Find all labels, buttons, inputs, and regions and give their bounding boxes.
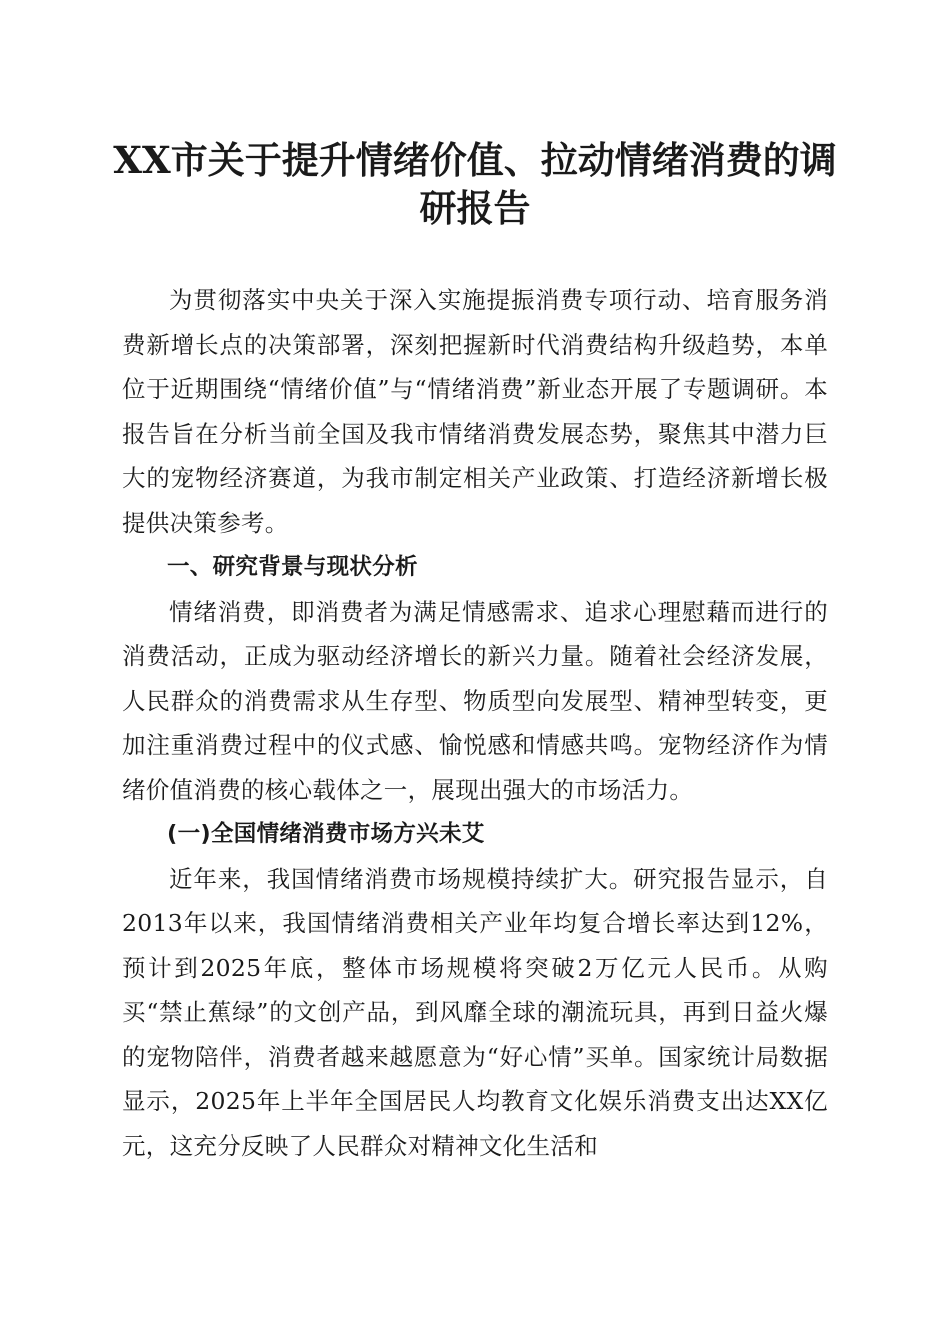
document-body xyxy=(122,278,828,1168)
section-paragraph: 情绪消费，即消费者为满足情感需求、追求心理慰藉而进行的消费活动，正成为驱动经济增长的新兴力量。随着社会经济发展，人民群众的消费需求从生存型、物质型向发展型、精神型转变，更加注重消费过程中的仪式感、愉悦感和情感共鸣。宠物经济作为情绪价值消费的核心载体之一，展现出强大的市场活力。 xyxy=(122,597,828,804)
document-title: XX市关于提升情绪价值、拉动情绪消费的调研报告 xyxy=(113,138,837,230)
intro-paragraph: 为贯彻落实中央关于深入实施提振消费专项行动、培育服务消费新增长点的决策部署，深刻把握新时代消费结构升级趋势，本单位于近期围绕“情绪价值”与“情绪消费”新业态开展了专题调研。本报告旨在分析当前全国及我市情绪消费发展态势，聚焦其中潜力巨大的宠物经济赛道，为我市制定相关产业政策、打造经济新增长极提供决策参考。 xyxy=(122,286,828,537)
subsection-heading: (一)全国情绪消费市场方兴未艾 xyxy=(167,821,485,847)
section-heading: 一、研究背景与现状分析 xyxy=(167,554,418,580)
subsection-paragraph: 近年来，我国情绪消费市场规模持续扩大。研究报告显示，自2013年以来，我国情绪消费相关产业年均复合增长率达到12%，预计到2025年底，整体市场规模将突破2万亿元人民币。从购买“禁止蕉绿”的文创产品，到风靡全球的潮流玩具，再到日益火爆的宠物陪伴，消费者越来越愿意为“好心情”买单。国家统计局数据显示，2025年上半年全国居民人均教育文化娱乐消费支出达XX亿元，这充分反映了人民群众对精神文化生活和 xyxy=(122,864,828,1160)
